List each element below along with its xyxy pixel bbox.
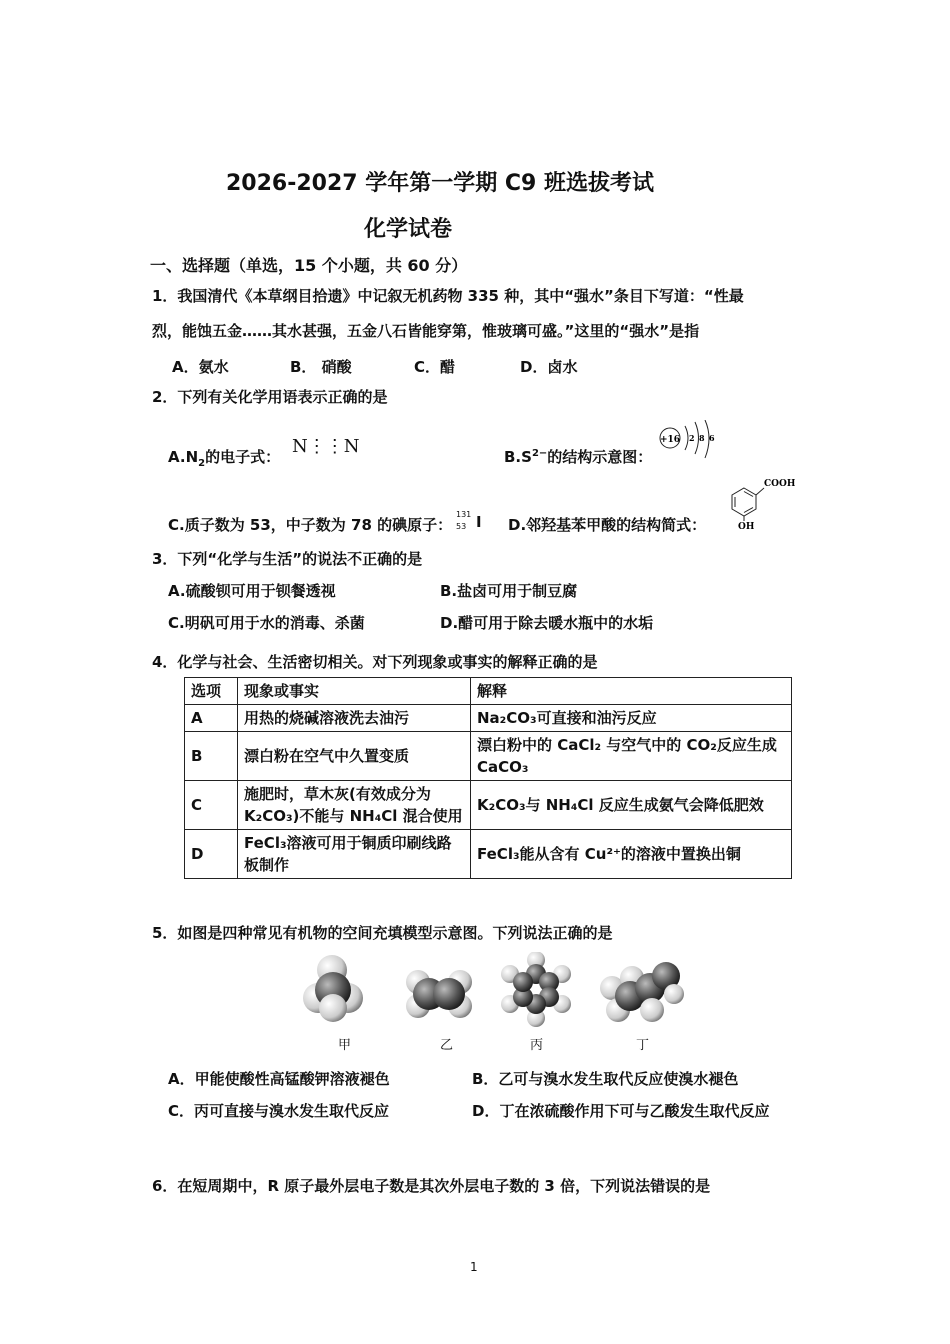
- q5-option-d: D．丁在浓硫酸作用下可与乙酸发生取代反应: [472, 1102, 770, 1120]
- row-fact: FeCl₃溶液可用于铜质印刷线路板制作: [238, 830, 471, 879]
- mass-number: 131: [456, 510, 472, 519]
- q2-b-sup: 2−: [531, 448, 548, 459]
- q5-option-b: B．乙可与溴水发生取代反应使溴水褪色: [472, 1070, 739, 1088]
- row-explain: Na₂CO₃可直接和油污反应: [471, 705, 792, 732]
- q4-stem: 4．化学与社会、生活密切相关。对下列现象或事实的解释正确的是: [152, 653, 598, 671]
- oh-label: OH: [738, 522, 755, 530]
- n2-electron-formula: N⋮⋮N: [292, 436, 360, 457]
- q2-a-prefix: A.N: [168, 448, 199, 466]
- cooh-label: COOH: [764, 479, 796, 489]
- row-fact: 漂白粉在空气中久置变质: [238, 732, 471, 781]
- element-symbol: I: [476, 513, 482, 531]
- q5-option-a: A．甲能使酸性高锰酸钾溶液褪色: [168, 1070, 390, 1088]
- table-header-row: [185, 678, 792, 705]
- q3-option-b: B.盐卤可用于制豆腐: [440, 582, 578, 600]
- q2-b-suffix: 的结构示意图：: [547, 448, 653, 466]
- q4-table: [184, 677, 792, 879]
- q2-option-b: [504, 446, 652, 467]
- exam-title: 2026-2027 学年第一学期 C9 班选拔考试: [226, 171, 655, 196]
- atomic-number: 53: [456, 522, 467, 531]
- q1-line2: 烈，能蚀五金……其水甚强，五金八石皆能穿第，惟玻璃可盛。”这里的“强水”是指: [152, 322, 700, 340]
- table-row: [185, 732, 792, 781]
- q3-option-d: D.醋可用于除去暖水瓶中的水垢: [440, 614, 654, 632]
- table-row: [185, 830, 792, 879]
- section-heading: 一、选择题（单选，15 个小题，共 60 分）: [150, 256, 468, 275]
- q2-b-prefix: B.S: [504, 448, 532, 466]
- ethylene-model: [406, 970, 472, 1018]
- iodine-isotope-notation: [456, 510, 486, 536]
- benzene-model: [501, 952, 571, 1027]
- sulfur-ion-structure-diagram: [656, 420, 718, 464]
- q1-option-c: C．醋: [414, 358, 456, 376]
- header-fact: 现象或事实: [238, 678, 471, 705]
- q1-option-a: A．氨水: [172, 358, 229, 376]
- row-fact: 用热的烧碱溶液洗去油污: [238, 705, 471, 732]
- nucleus-label: +16: [659, 435, 681, 445]
- q2-a-sub: 2: [198, 458, 206, 469]
- label-bing: 丙: [530, 1038, 544, 1053]
- shell-3-count: 6: [709, 433, 715, 443]
- table-row: [185, 781, 792, 830]
- label-yi: 乙: [440, 1038, 454, 1053]
- shell-1-count: 2: [689, 433, 695, 443]
- q3-option-c: C.明矾可用于水的消毒、杀菌: [168, 614, 365, 632]
- ethanol-model: [600, 962, 684, 1022]
- q5-stem: 5．如图是四种常见有机物的空间充填模型示意图。下列说法正确的是: [152, 924, 613, 942]
- exam-subtitle: 化学试卷: [364, 217, 453, 242]
- table-row: [185, 705, 792, 732]
- q1-line1: 1．我国清代《本草纲目拾遗》中记叙无机药物 335 种，其中“强水”条目下写道：“性最: [152, 287, 744, 305]
- row-fact: 施肥时，草木灰(有效成分为 K₂CO₃)不能与 NH₄Cl 混合使用: [238, 781, 471, 830]
- label-jia: 甲: [338, 1038, 352, 1053]
- label-ding: 丁: [636, 1038, 650, 1053]
- q1-option-d: D．卤水: [520, 358, 578, 376]
- row-option: A: [185, 705, 238, 732]
- q2-option-a: [168, 446, 280, 469]
- q2-stem: 2．下列有关化学用语表示正确的是: [152, 388, 388, 406]
- q3-option-a: A.硫酸钡可用于钡餐透视: [168, 582, 336, 600]
- q3-stem: 3．下列“化学与生活”的说法不正确的是: [152, 550, 423, 568]
- shell-2-count: 8: [699, 433, 705, 443]
- q5-option-c: C．丙可直接与溴水发生取代反应: [168, 1102, 390, 1120]
- header-option: 选项: [185, 678, 238, 705]
- q6-stem: 6．在短周期中，R 原子最外层电子数是其次外层电子数的 3 倍，下列说法错误的是: [152, 1177, 711, 1195]
- row-option: C: [185, 781, 238, 830]
- row-explain: FeCl₃能从含有 Cu²⁺的溶液中置换出铜: [471, 830, 792, 879]
- q2-option-c: C.质子数为 53，中子数为 78 的碘原子：: [168, 516, 453, 534]
- row-explain: 漂白粉中的 CaCl₂ 与空气中的 CO₂反应生成 CaCO₃: [471, 732, 792, 781]
- q2-option-d: D.邻羟基苯甲酸的结构简式：: [508, 516, 707, 534]
- hydroxybenzoic-acid-structure: [724, 474, 798, 530]
- row-explain: K₂CO₃与 NH₄Cl 反应生成氨气会降低肥效: [471, 781, 792, 830]
- q1-option-b: B． 硝酸: [290, 358, 352, 376]
- row-option: D: [185, 830, 238, 879]
- page-number: 1: [470, 1260, 478, 1274]
- row-option: B: [185, 732, 238, 781]
- molecule-models-figure: [300, 952, 690, 1034]
- header-explain: 解释: [471, 678, 792, 705]
- q2-a-suffix: 的电子式：: [205, 448, 281, 466]
- methane-model: [303, 955, 363, 1022]
